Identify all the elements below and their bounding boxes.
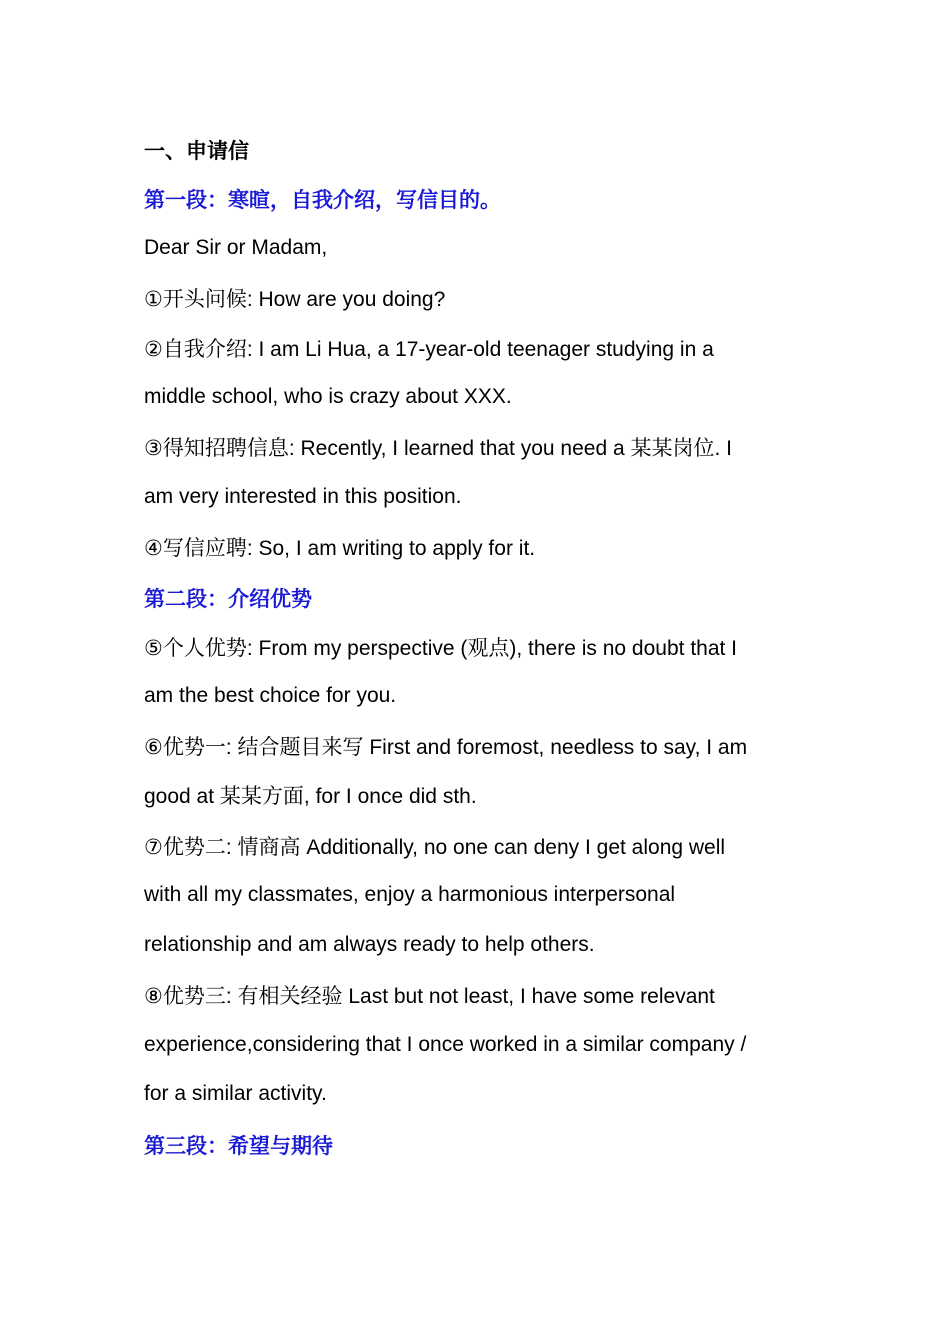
english-text: : How are you doing? <box>246 288 446 311</box>
sentence-3 <box>144 434 732 463</box>
english-text: : I am Li Hua, a 17-year-old teenager studying in a <box>246 338 714 361</box>
chinese-note: 得知招聘信息 <box>162 436 289 460</box>
sentence-6 <box>144 733 747 762</box>
sentence-2 <box>144 335 714 364</box>
english-text: , for I once did sth. <box>303 785 477 808</box>
sentence-4 <box>144 534 535 563</box>
english-text: ), there is no doubt that I <box>509 637 738 660</box>
sentence-8-continued-1: experience,considering that I once worked in a similar company / <box>144 1033 747 1056</box>
sentence-5 <box>144 634 737 663</box>
circled-number: ⑦ <box>144 836 163 859</box>
sentence-5-continued: am the best choice for you. <box>144 684 397 707</box>
chinese-note: 开头问候 <box>162 287 247 311</box>
sentence-2-continued: middle school, who is crazy about XXX. <box>144 385 512 408</box>
circled-number: ⑤ <box>144 637 163 660</box>
english-text: : <box>225 736 238 759</box>
english-text: : <box>225 836 238 859</box>
sentence-8 <box>144 982 715 1011</box>
sentence-7-continued-1: with all my classmates, enjoy a harmonious interpersonal <box>144 883 676 906</box>
sentence-7-continued-2: relationship and am always ready to help others. <box>144 933 595 956</box>
english-text: Last but not least, I have some relevant <box>342 985 715 1008</box>
english-text: : From my perspective ( <box>246 637 468 660</box>
english-text: good at <box>144 785 220 808</box>
english-text: First and foremost, needless to say, I am <box>363 736 748 759</box>
english-text: : So, I am writing to apply for it. <box>246 537 536 560</box>
circled-number: ⑧ <box>144 985 163 1008</box>
chinese-note: 自我介绍 <box>162 337 247 361</box>
document-title: 一、申请信 <box>144 139 249 163</box>
paragraph2-heading: 第二段：介绍优势 <box>144 587 312 611</box>
chinese-note: 优势二 <box>162 835 226 859</box>
chinese-note: 某某方面 <box>219 784 304 808</box>
english-text: : Recently, I learned that you need a <box>288 437 631 460</box>
chinese-note: 结合题目来写 <box>237 735 364 759</box>
chinese-note: 优势三 <box>162 984 226 1008</box>
paragraph3-heading: 第三段：希望与期待 <box>144 1134 333 1158</box>
chinese-note: 写信应聘 <box>162 536 247 560</box>
chinese-note: 优势一 <box>162 735 226 759</box>
sentence-7 <box>144 833 725 862</box>
chinese-note: 有相关经验 <box>237 984 343 1008</box>
chinese-note: 观点 <box>467 636 510 660</box>
circled-number: ① <box>144 288 163 311</box>
circled-number: ④ <box>144 537 163 560</box>
paragraph1-heading: 第一段：寒暄，自我介绍，写信目的。 <box>144 188 501 212</box>
circled-number: ⑥ <box>144 736 163 759</box>
sentence-3-continued: am very interested in this position. <box>144 485 462 508</box>
sentence-1 <box>144 285 445 314</box>
chinese-note: 个人优势 <box>162 636 247 660</box>
chinese-note: 某某岗位 <box>630 436 715 460</box>
english-text: : <box>225 985 238 1008</box>
sentence-6-continued <box>144 782 477 811</box>
circled-number: ③ <box>144 437 163 460</box>
circled-number: ② <box>144 338 163 361</box>
english-text: . I <box>714 437 733 460</box>
chinese-note: 情商高 <box>237 835 301 859</box>
salutation: Dear Sir or Madam, <box>144 236 328 259</box>
sentence-8-continued-2: for a similar activity. <box>144 1082 327 1105</box>
english-text: Additionally, no one can deny I get along well <box>300 836 726 859</box>
